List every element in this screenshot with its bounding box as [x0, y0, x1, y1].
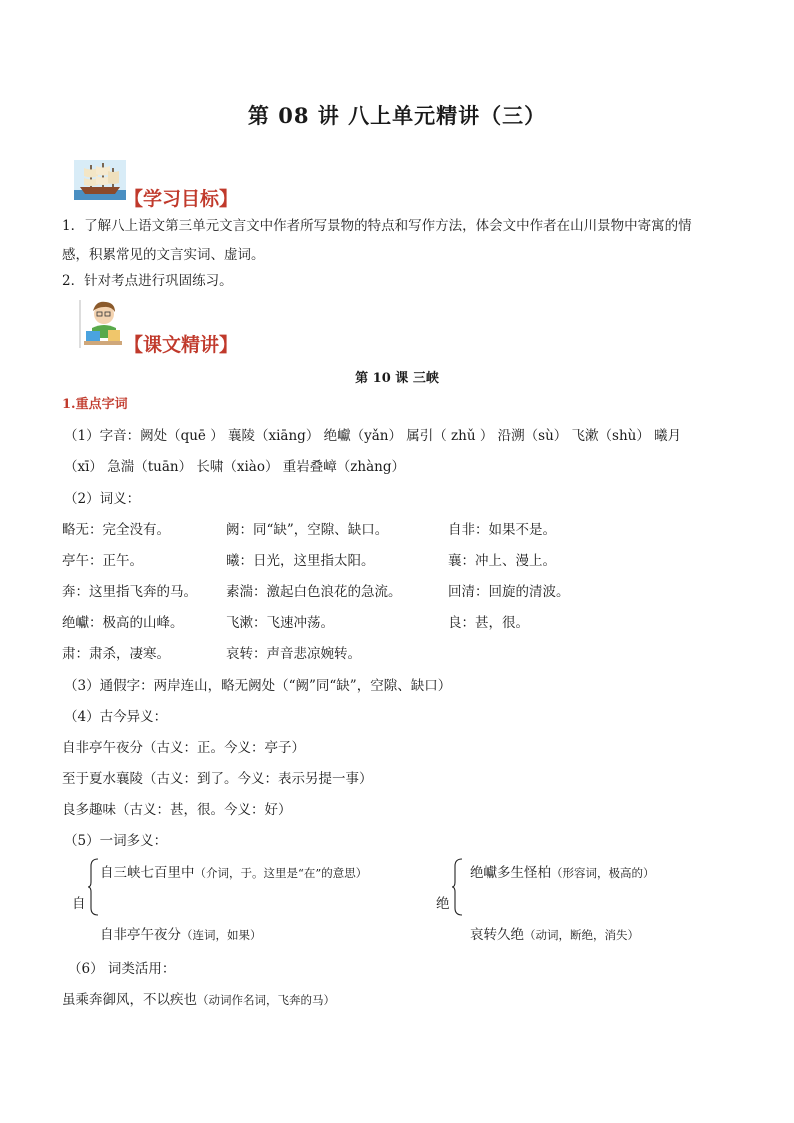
meaning-item: 略无：完全没有。 [62, 522, 170, 538]
polysemy-heading: （5）一词多义： [64, 833, 168, 849]
page-title: 第 08 讲 八上单元精讲（三） [247, 103, 547, 128]
goal-item-2: 2．针对考点进行巩固练习。 [62, 273, 233, 289]
gujin-heading: （4）古今异义： [64, 709, 168, 725]
lesson-title: 第 10 课 三峡 [355, 371, 439, 386]
polysemy-zi-usage-2: 自非亭午夜分（连词，如果） [100, 927, 262, 943]
polysemy-jue-usage-2: 哀转久绝（动词，断绝，消失） [470, 927, 639, 943]
meaning-heading: （2）词义： [64, 491, 141, 507]
meaning-item: 素湍：激起白色浪花的急流。 [226, 584, 402, 600]
pronunciation-line-2: （xī） 急湍（tuān） 长啸（xiào） 重岩叠嶂（zhàng） [64, 459, 405, 475]
sailing-ship-icon [74, 160, 126, 200]
meaning-item: 良：甚，很。 [448, 615, 529, 631]
gujin-item: 自非亭午夜分（古义：正。今义：亭子） [62, 740, 305, 756]
meaning-item: 飞漱：飞速冲荡。 [226, 615, 334, 631]
learning-goals-heading: 【学习目标】 [124, 188, 239, 210]
word-class-example: 虽乘奔御风，不以疾也（动词作名词，飞奔的马） [62, 992, 335, 1008]
polysemy-jue-usage-1: 绝巘多生怪柏（形容词，极高的） [470, 865, 655, 881]
polysemy-char-jue: 绝 [436, 896, 450, 912]
meaning-item: 肃：肃杀，凄寒。 [62, 646, 170, 662]
polysemy-char-zi: 自 [72, 896, 86, 912]
meaning-item: 哀转：声音悲凉婉转。 [226, 646, 361, 662]
brace-jue [452, 858, 464, 920]
gujin-item: 良多趣味（古义：甚，很。今义：好） [62, 802, 292, 818]
goal-item-1-cont: 感，积累常见的文言实词、虚词。 [62, 247, 265, 263]
meaning-item: 阙：同“缺”，空隙、缺口。 [226, 522, 389, 538]
key-words-heading: 1.重点字词 [62, 397, 128, 412]
goal-item-1: 1．了解八上语文第三单元文言文中作者所写景物的特点和写作方法，体会文中作者在山川景物中寄寓的情 [62, 218, 692, 234]
meaning-item: 亭午：正午。 [62, 553, 143, 569]
meaning-item: 绝巘：极高的山峰。 [62, 615, 184, 631]
brace-zi [88, 858, 100, 920]
lesson-section-heading: 【课文精讲】 [124, 334, 239, 356]
pronunciation-line-1: （1）字音：阙处（quē ） 襄陵（xiāng） 绝巘（yǎn） 属引（ zhǔ ） 沿溯（sù） 飞漱（shù） 曦月 [64, 428, 682, 444]
tongjia-line: （3）通假字：两岸连山，略无阙处（“阙”同“缺”，空隙、缺口） [64, 678, 452, 694]
meaning-item: 自非：如果不是。 [448, 522, 556, 538]
meaning-item: 回清：回旋的清波。 [448, 584, 570, 600]
meaning-item: 襄：冲上、漫上。 [448, 553, 556, 569]
student-reading-icon [78, 298, 126, 348]
meaning-item: 奔：这里指飞奔的马。 [62, 584, 197, 600]
polysemy-zi-usage-1: 自三峡七百里中（介词，于。这里是“在”的意思） [100, 865, 368, 881]
gujin-item: 至于夏水襄陵（古义：到了。今义：表示另提一事） [62, 771, 373, 787]
word-class-heading: （6） 词类活用： [68, 961, 176, 977]
meaning-item: 曦：日光，这里指太阳。 [226, 553, 375, 569]
